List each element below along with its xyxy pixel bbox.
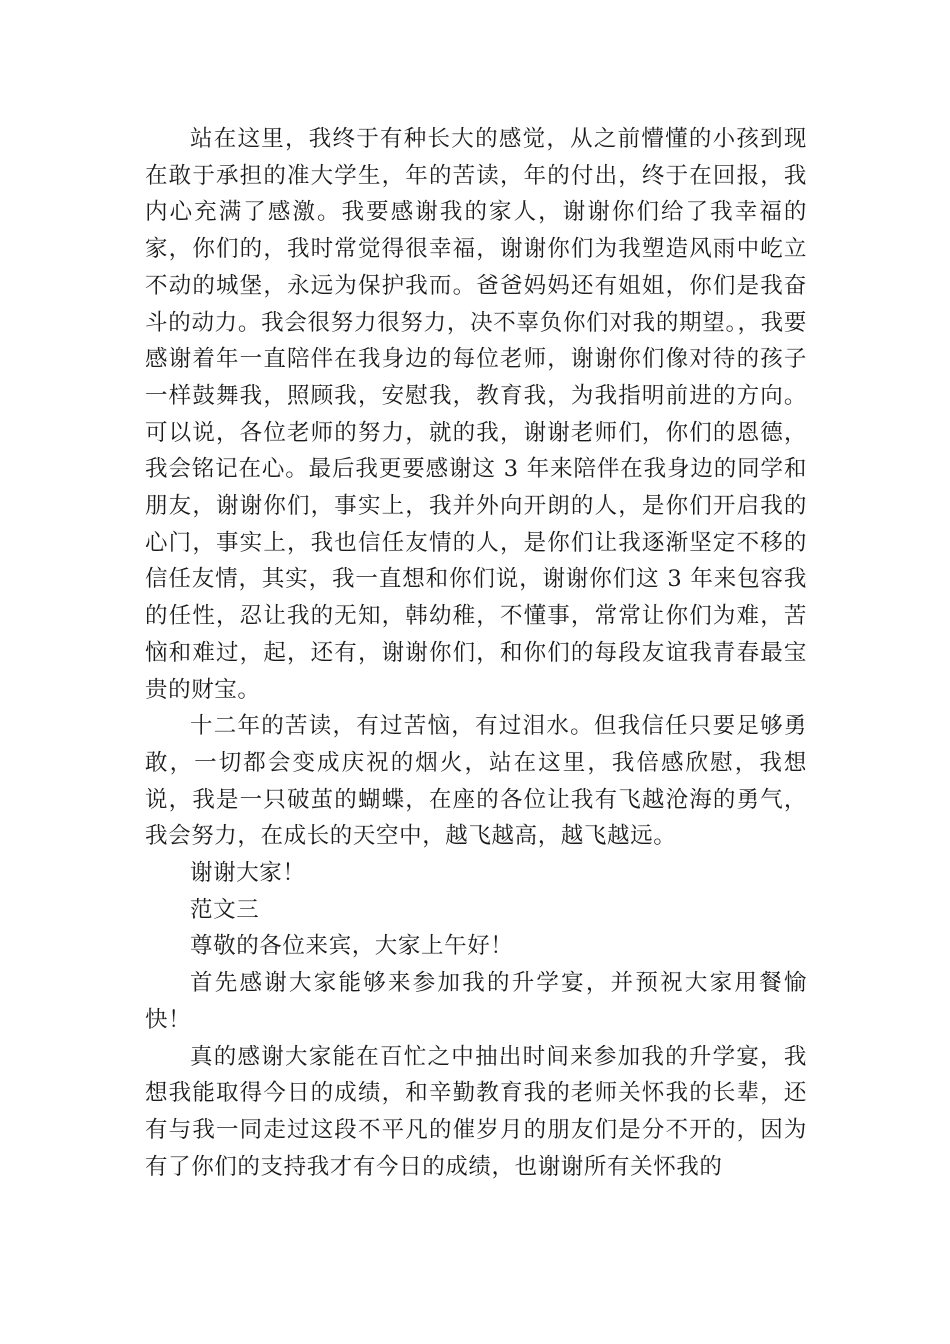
- paragraph-gratitude-speech: 站在这里，我终于有种长大的感觉，从之前懵懂的小孩到现在敢于承担的准大学生，年的苦读，年的付出，终于在回报，我内心充满了感激。我要感谢我的家人，谢谢你们给了我幸福的家，你们的，我时常觉得很幸福，谢谢你们为我塑造风雨中屹立不动的城堡，永远为保护我而。爸爸妈妈还有姐姐，你们是我奋斗的动力。我会很努力很努力，决不辜负你们对我的期望。，我要感谢着年一直陪伴在我身边的每位老师，谢谢你们像对待的孩子一样鼓舞我，照顾我，安慰我，教育我，为我指明前进的方向。可以说，各位老师的努力，就的我，谢谢老师们，你们的恩德，我会铭记在心。最后我更要感谢这 3 年来陪伴在我身边的同学和朋友，谢谢你们，事实上，我并外向开朗的人，是你们开启我的心门，事实上，我也信任友情的人，是你们让我逐渐坚定不移的信任友情，其实，我一直想和你们说，谢谢你们这 3 年来包容我的任性，忍让我的无知，韩幼稚，不懂事，常常让你们为难，苦恼和难过，起，还有，谢谢你们，和你们的每段友谊我青春最宝贵的财宝。: [145, 126, 807, 703]
- paragraph-welcome: 首先感谢大家能够来参加我的升学宴，并预祝大家用餐愉快！: [145, 970, 807, 1033]
- paragraph-thanks-everyone: 谢谢大家！: [190, 860, 306, 887]
- paragraph-sincere-thanks: 真的感谢大家能在百忙之中抽出时间来参加我的升学宴，我想我能取得今日的成绩，和辛勤教育我的老师关怀我的长辈，还有与我一同走过这段不平凡的催岁月的朋友们是分不开的，因为有了你们的支持我才有今日的成绩，也谢谢所有关怀我的: [145, 1043, 807, 1180]
- paragraph-twelve-years: 十二年的苦读，有过苦恼，有过泪水。但我信任只要足够勇敢，一切都会变成庆祝的烟火，站在这里，我倍感欣慰，我想说，我是一只破茧的蝴蝶，在座的各位让我有飞越沧海的勇气，我会努力，在成长的天空中，越飞越高，越飞越远。: [145, 713, 807, 850]
- paragraph-greeting: 尊敬的各位来宾，大家上午好！: [190, 933, 514, 960]
- section-heading-sample-three: 范文三: [190, 896, 260, 923]
- document-body: [145, 121, 807, 1185]
